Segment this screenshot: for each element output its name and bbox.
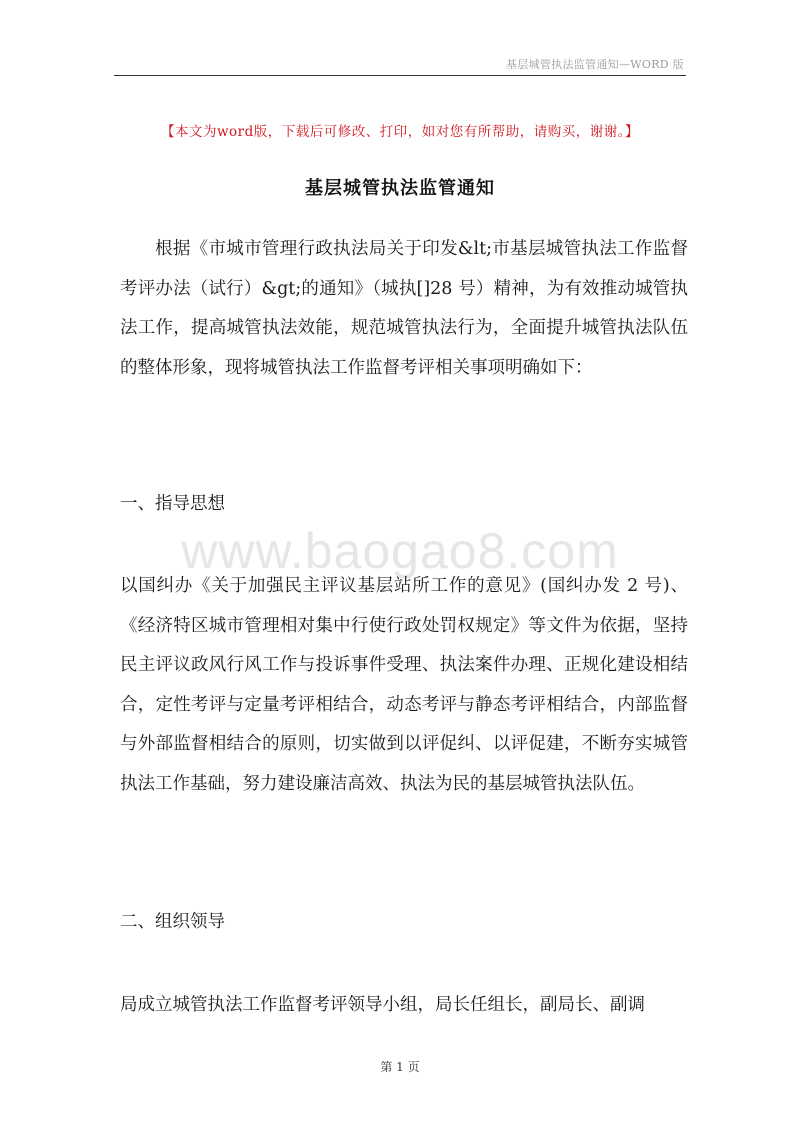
- section-body-organization: 局成立城管执法工作监督考评领导小组，局长任组长，副局长、副调: [120, 995, 645, 1015]
- watermark: www.baogao8.com: [181, 523, 619, 579]
- header-divider: [114, 75, 686, 76]
- document-title: 基层城管执法监管通知: [305, 178, 495, 199]
- purchase-notice: 【本文为word版，下载后可修改、打印，如对您有所帮助，请购买，谢谢。】: [160, 124, 640, 140]
- running-header: 基层城管执法监管通知—WORD 版: [505, 58, 684, 71]
- section-heading-organization: 二、组织领导: [120, 912, 225, 932]
- section-body-guiding-thought: 以国纠办《关于加强民主评议基层站所工作的意见》(国纠办发 2 号)、《经济特区城市管理相对集中行使行政处罚权规定》等文件为依据，坚持民主评议政风行风工作与投诉事件受理、执法案件办理、正规化建设相结合，定性考评与定量考评相结合，动态考评与静态考评相结合，内部监督与外部监督相结合的原则，切实做到以评促纠、以评促建，不断夯实城管执法工作基础，努力建设廉洁高效、执法为民的基层城管执法队伍。: [120, 576, 688, 794]
- page-number: 第 1 页: [380, 1060, 420, 1074]
- section-heading-guiding-thought: 一、指导思想: [120, 494, 225, 514]
- intro-paragraph: 根据《市城市管理行政执法局关于印发&lt;市基层城管执法工作监督考评办法（试行）&gt;的通知》（城执[]28 号）精神，为有效推动城管执法工作，提高城管执法效能，规范城管执法行为，全面提升城管执法队伍的整体形象，现将城管执法工作监督考评相关事项明确如下：: [120, 239, 688, 378]
